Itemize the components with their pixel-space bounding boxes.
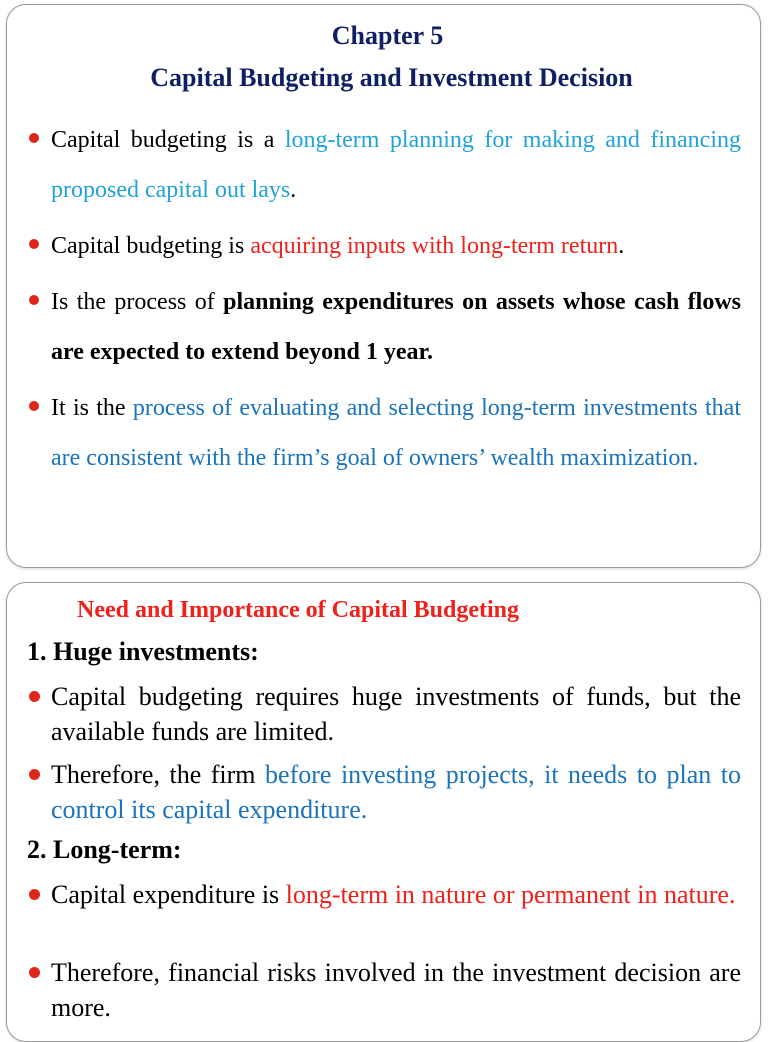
slide-title: Capital Budgeting and Investment Decision bbox=[150, 63, 633, 92]
highlight-text: before investing projects, it needs to plan to control its capital expenditure. bbox=[51, 760, 741, 824]
chapter-title: Chapter 5 bbox=[331, 21, 444, 50]
slide-need-importance bbox=[6, 582, 761, 1042]
bullet-item bbox=[29, 955, 741, 1025]
highlight-text: acquiring inputs with long-term return bbox=[250, 233, 619, 259]
bullet-text: Is the process of planning expenditures on assets whose cash flows are expected to extend beyond 1 year. bbox=[51, 289, 741, 365]
bullet-text: Capital budgeting is acquiring inputs with long-term return. bbox=[51, 233, 625, 259]
bullet-item bbox=[29, 221, 741, 271]
bullet-text: Therefore, the firm before investing projects, it needs to plan to control its capital expenditure. bbox=[51, 760, 741, 824]
bullet-text: Therefore, financial risks involved in the investment decision are more. bbox=[51, 958, 741, 1022]
highlight-text: process of evaluating and selecting long-term investments that are consistent with the firm’s goal of owners’ wealth maximization. bbox=[51, 395, 741, 471]
bullet-dot-icon bbox=[29, 769, 40, 780]
slide-title: Need and Importance of Capital Budgeting bbox=[77, 597, 520, 623]
bullet-dot-icon bbox=[29, 967, 40, 978]
bullet-text: Capital budgeting is a long-term planning for making and financing proposed capital out lays. bbox=[51, 127, 741, 203]
highlight-text: long-term planning for making and financing proposed capital out lays bbox=[51, 127, 741, 203]
slide-chapter-5 bbox=[6, 4, 761, 568]
bullet-item bbox=[29, 277, 741, 377]
bold-text: planning expenditures on assets whose cash flows are expected to extend beyond 1 year. bbox=[51, 289, 741, 365]
bullet-dot-icon bbox=[29, 133, 39, 143]
bullet-dot-icon bbox=[29, 239, 39, 249]
bullet-dot-icon bbox=[29, 889, 40, 900]
highlight-text: long-term in nature or permanent in nature. bbox=[285, 880, 736, 909]
bullet-dot-icon bbox=[29, 295, 39, 305]
bullet-text: Capital budgeting requires huge investments of funds, but the available funds are limited. bbox=[51, 682, 741, 746]
section-heading: 1. Huge investments: bbox=[27, 637, 259, 666]
bullet-item bbox=[29, 679, 741, 749]
bullet-dot-icon bbox=[29, 691, 40, 702]
bullet-dot-icon bbox=[29, 401, 39, 411]
bullet-text: It is the process of evaluating and selecting long-term investments that are consistent with the firm’s goal of owners’ wealth maximization. bbox=[51, 395, 741, 471]
bullet-item bbox=[29, 757, 741, 827]
bullet-item bbox=[29, 115, 741, 215]
bullet-item bbox=[29, 877, 741, 912]
bullet-text: Capital expenditure is long-term in nature or permanent in nature. bbox=[51, 880, 736, 909]
section-heading: 2. Long-term: bbox=[27, 835, 182, 864]
bullet-item bbox=[29, 383, 741, 483]
